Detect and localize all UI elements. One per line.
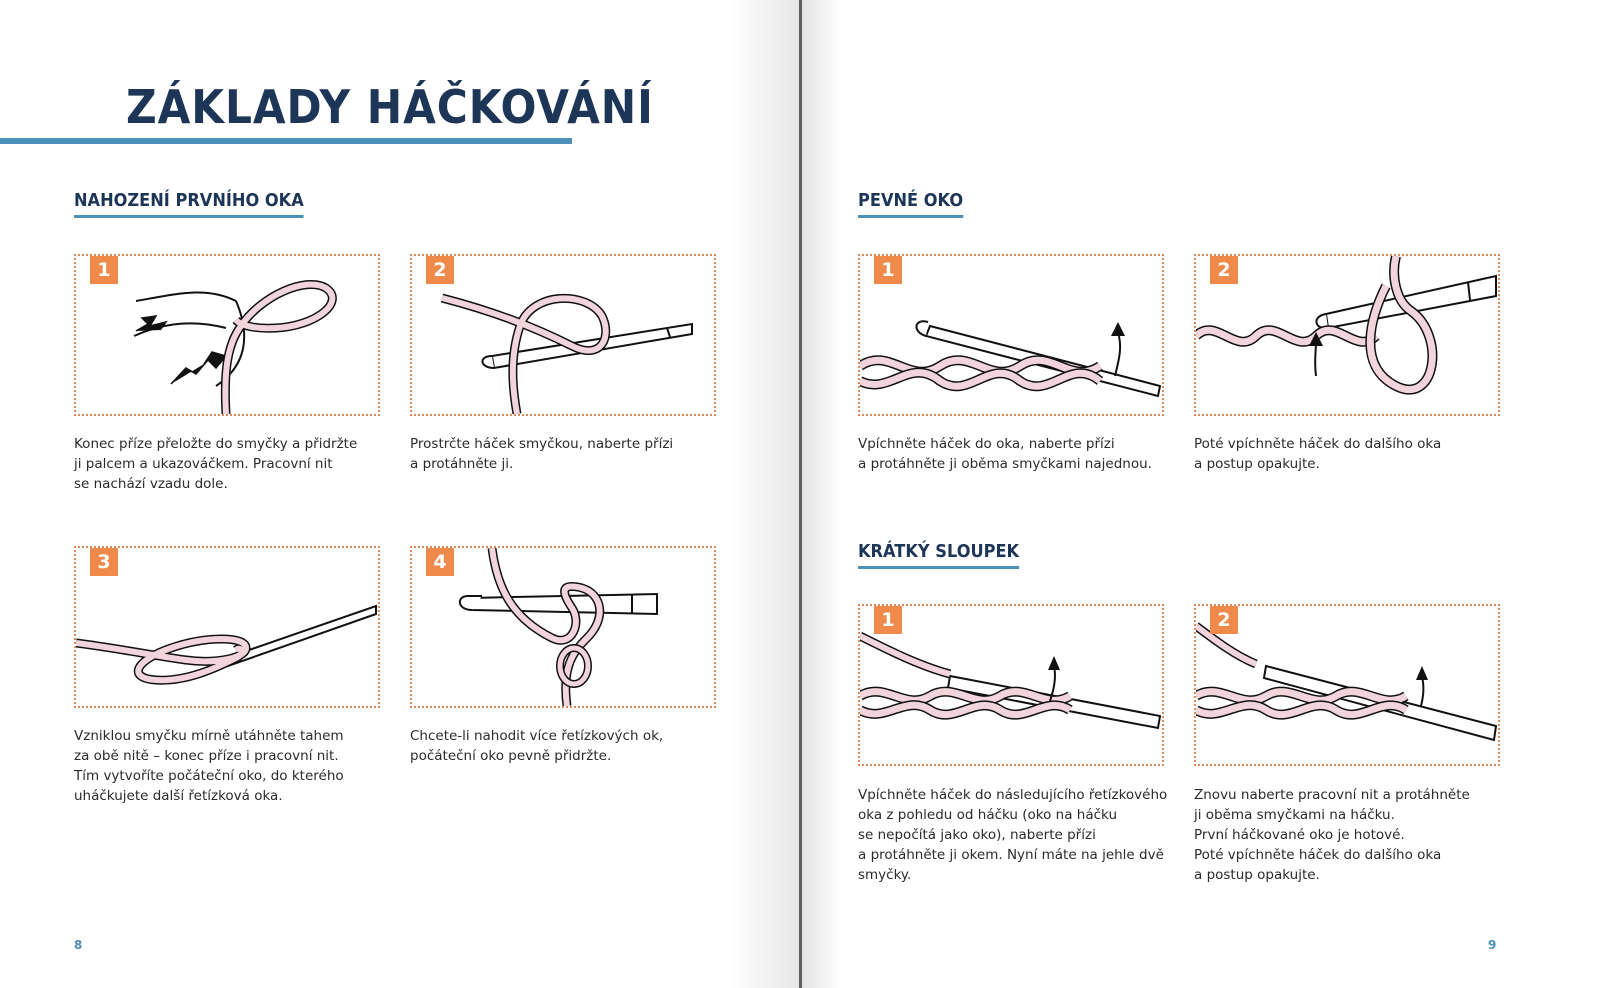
hook-through-loop-illustration [412,256,714,414]
step-box-nahozeni-1 [74,254,380,416]
section-title-pevne-oko: PEVNÉ OKO [858,190,963,218]
step-box-kratky-sloupek-2 [1194,604,1500,766]
step-number-badge: 1 [874,256,902,284]
chain-start-illustration [412,548,714,706]
right-page [800,0,1600,988]
book-gutter-shadow-right [802,0,842,988]
single-crochet-step1-illustration [860,606,1162,764]
step-caption: Konec příze přeložte do smyčky a přidržte ji palcem a ukazováčkem. Pracovní nit se nachází vzadu dole. [74,436,358,492]
book-gutter-shadow-left [730,0,800,988]
step-caption: Prostrčte háček smyčkou, naberte přízi a protáhněte ji. [410,436,674,472]
title-underline-bar [0,138,572,144]
section-title-kratky-sloupek: KRÁTKÝ SLOUPEK [858,541,1019,569]
single-crochet-step2-illustration [1196,606,1498,764]
slip-stitch-step2-illustration [1196,256,1498,414]
step-number-badge: 3 [90,548,118,576]
slip-stitch-step1-illustration [860,256,1162,414]
step-box-pevne-oko-1 [858,254,1164,416]
step-number-badge: 2 [426,256,454,284]
step-caption: Znovu naberte pracovní nit a protáhněte ji oběma smyčkami na háčku. První háčkované oko je hotové. Poté vpíchněte háček do dalšího oka a postup opakujte. [1194,787,1470,883]
step-number-badge: 2 [1210,606,1238,634]
step-box-pevne-oko-2 [1194,254,1500,416]
section-title-nahozeni: NAHOZENÍ PRVNÍHO OKA [74,190,304,218]
step-number-badge: 2 [1210,256,1238,284]
tightened-loop-illustration [76,548,378,706]
page-title: ZÁKLADY HÁČKOVÁNÍ [126,80,654,134]
step-box-nahozeni-3 [74,546,380,708]
page-number-left: 8 [74,938,83,952]
step-box-kratky-sloupek-1 [858,604,1164,766]
step-caption: Vpíchněte háček do následujícího řetízkového oka z pohledu od háčku (oko na háčku se nepočítá jako oko), naberte přízi a protáhněte ji okem. Nyní máte na jehle dvě smyčky. [858,787,1168,883]
hand-holding-loop-illustration [76,256,378,414]
step-box-nahozeni-4 [410,546,716,708]
step-caption: Chcete-li nahodit více řetízkových ok, počáteční oko pevně přidržte. [410,728,664,764]
page-number-right: 9 [1488,938,1497,952]
step-caption: Poté vpíchněte háček do dalšího oka a postup opakujte. [1194,436,1442,472]
step-box-nahozeni-2 [410,254,716,416]
step-number-badge: 1 [874,606,902,634]
step-caption: Vzniklou smyčku mírně utáhněte tahem za obě nitě – konec příze i pracovní nit. Tím vytvoříte počáteční oko, do kterého uháčkujete další řetízková oka. [74,728,344,804]
step-caption: Vpíchněte háček do oka, naberte přízi a protáhněte ji oběma smyčkami najednou. [858,436,1152,472]
step-number-badge: 1 [90,256,118,284]
step-number-badge: 4 [426,548,454,576]
